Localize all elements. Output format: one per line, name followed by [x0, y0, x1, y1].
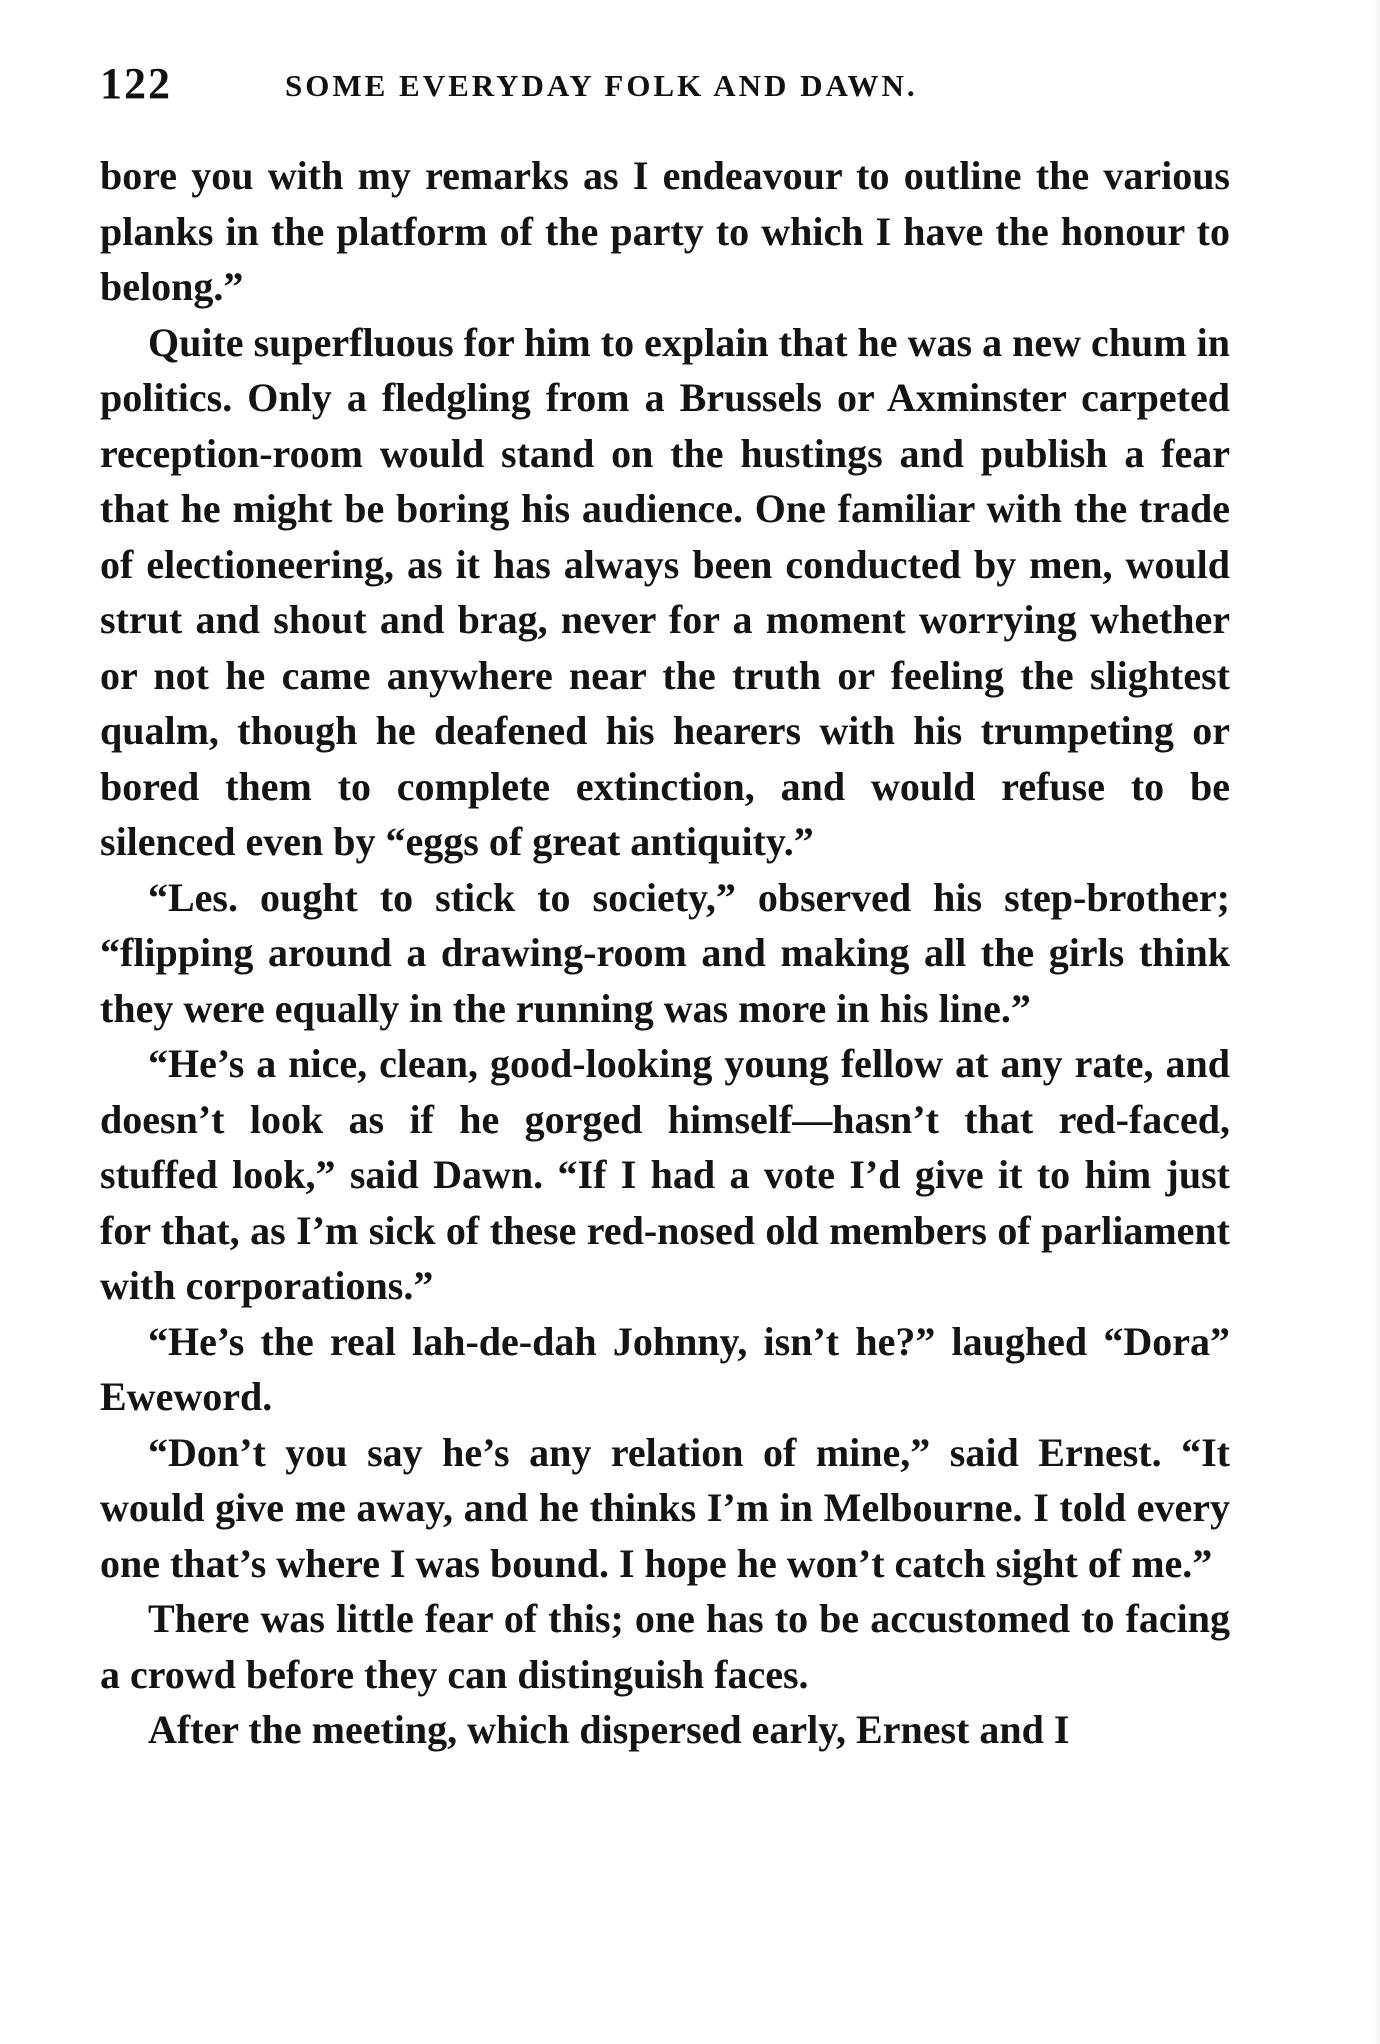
body-text	[100, 148, 1230, 1758]
paragraph: “He’s the real lah-de-dah Johnny, isn’t he?” laughed “Dora” Eweword.	[100, 1318, 1230, 1419]
paragraph: “Les. ought to stick to society,” observed his step-brother; “flipping around a drawing-room and making all the girls think they were equally in the running was more in his line.”	[100, 874, 1230, 1031]
page-header	[100, 58, 1230, 118]
paragraph: Quite superfluous for him to explain that he was a new chum in politics. Only a fledgling from a Brussels or Axminster carpeted reception-room would stand on the hustings and publish a fear that he might be boring his audience. One familiar with the trade of electioneering, as it has always been conducted by men, would strut and shout and brag, never for a moment worrying whether or not he came anywhere near the truth or feeling the slightest qualm, though he deafened his hearers with his trumpeting or bored them to complete extinction, and would refuse to be silenced even by “eggs of great antiquity.”	[100, 319, 1230, 864]
paragraph: “He’s a nice, clean, good-looking young fellow at any rate, and doesn’t look as if he gorged himself—hasn’t that red-faced, stuffed look,” said Dawn. “If I had a vote I’d give it to him just for that, as I’m sick of these red-nosed old members of parliament with corporations.”	[100, 1041, 1230, 1308]
paragraph: There was little fear of this; one has to be accustomed to facing a crowd before they can distinguish faces.	[100, 1596, 1230, 1697]
paragraph-continued: bore you with my remarks as I endeavour to outline the various planks in the platform of the party to which I have the honour to belong.”	[100, 153, 1230, 309]
paragraph: “Don’t you say he’s any relation of mine,” said Ernest. “It would give me away, and he thinks I’m in Melbourne. I told every one that’s where I was bound. I hope he won’t catch sight of me.”	[100, 1429, 1230, 1586]
running-head: SOME EVERYDAY FOLK AND DAWN.	[285, 68, 918, 103]
paragraph-continues: After the meeting, which dispersed early, Ernest and I	[148, 1707, 1070, 1752]
scan-edge	[1372, 0, 1380, 2044]
page-number: 122	[100, 59, 172, 108]
